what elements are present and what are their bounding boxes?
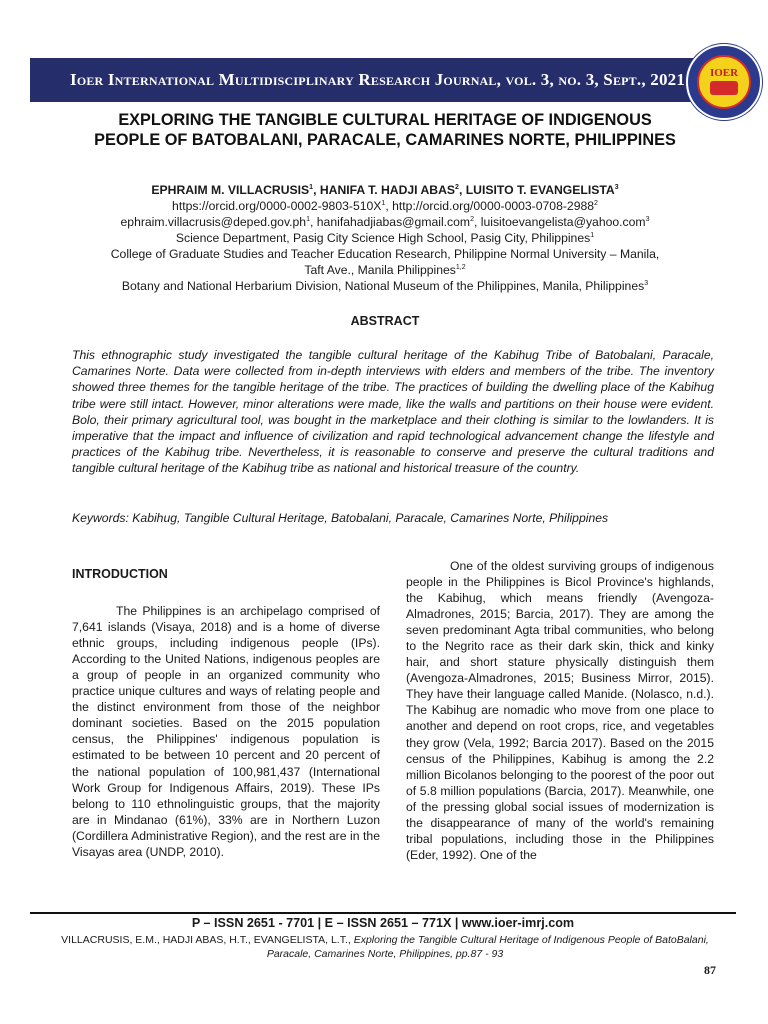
affiliation-sup: 3	[644, 279, 649, 287]
orcid-line: $https://orcid.org/0000-0002-9803-510X^1$, http://orcid.org/0000-0003-0708-2988$^2$	[172, 199, 598, 213]
citation-title: Exploring the Tangible Cultural Heritage of Indigenous People of BatoBalani, Paracale, Camarines Norte, Philippines, pp.87 - 93	[266, 934, 709, 960]
author-sup: 2	[455, 183, 459, 191]
abstract-heading: ABSTRACT	[350, 314, 420, 328]
affiliation-2-line-2	[40, 262, 730, 278]
seal-emblem	[710, 81, 738, 95]
left-column	[72, 566, 380, 860]
title-line-1: EXPLORING THE TANGIBLE CULTURAL HERITAGE OF INDIGENOUS	[118, 111, 652, 129]
footer-citation	[60, 933, 710, 961]
affiliation-sup: 1	[590, 231, 595, 239]
journal-header-text: Ioer International Multidisciplinary Research Journal, vol. 3, no. 3, Sept., 2021	[70, 70, 686, 89]
author-sup: 3	[614, 183, 619, 191]
email-sup: 2	[470, 215, 474, 223]
email-line: $ephraim.villacrusis@deped.gov.ph^1$, hanifahadjiabas@gmail.com$^2$, luisitoevangelista@yahoo.com$^3$	[120, 215, 650, 229]
affiliation-text: Botany and National Herbarium Division, National Museum of the Philippines, Manila, Philippines	[121, 279, 645, 293]
right-column-paragraph: One of the oldest surviving groups of indigenous people in the Philippines is Bicol Province's highlands, the Kabihug, which means friendly (Avengoza-Almadrones, 2015; Barcia, 2017). They are among the seven predominant Agta tribal communities, who belong to the Negrito race as their dark skin, thick and kinky hair, and short stature physically distinguish them (Avengoza-Almadrones, 2015; Business Mirror, 2015). They have their language called Manide. (Nolasco, n.d.). The Kabihug are nomadic who move from one place to another and depend on root crops, rice, and vegetables they grow (Vela, 1992; Barcia 2017). Based on the 2015 census of the Philippines, Kabihug is among the 2.2 million Bicolanos belonging to the poorest of the poor out of 5.8 million populations (Barcia, 2017). Meanwhile, one of the pressing global social issues of modernization is the disappearance of many of the world's remaining tribal populations, including those in the Philippines (Eder, 1992). One of the	[406, 559, 714, 862]
footer-issn: P – ISSN 2651 - 7701 | E – ISSN 2651 – 771X | www.ioer-imrj.com	[191, 916, 575, 930]
orcid-link[interactable]: https://orcid.org/0000-0002-9803-510X	[172, 199, 382, 213]
affiliation-sup: 1,2	[455, 263, 466, 271]
seal-lettering: IOER	[709, 67, 739, 79]
author-sup: 1	[309, 183, 314, 191]
affiliation-3	[40, 278, 730, 294]
affiliation-text: Science Department, Pasig City Science High School, Pasig City, Philippines	[175, 231, 591, 245]
introduction-heading: INTRODUCTION	[72, 567, 168, 581]
right-column	[406, 558, 714, 863]
introduction-paragraph: The Philippines is an archipelago comprised of 7,641 islands (Visaya, 2018) and is a home of diverse ethnic groups, including indigenous people (IPs). According to the United Nations, indigenous peoples are a group of people in an organized community who practice unique cultures and ways of relating people and the distinct environment from those of the neighbor dominant societies. Based on the 2015 population census, the Philippines' indigenous population is estimated to be between 10 percent and 20 percent of the national population of 100,981,437 (International Work Group for Indigenous Affairs, 2019). These IPs belong to 110 ethnolinguistic groups, that the majority are in Mindanao (61%), 33% are in Northern Luzon (Cordillera Administrative Region), and the rest are in the Visayas area (UNDP, 2010).	[72, 604, 380, 859]
orcid-sup: 2	[594, 199, 598, 207]
abstract-text: This ethnographic study investigated the tangible cultural heritage of the Kabihug Tribe of Batobalani, Paracale, Camarines Norte. Data were collected from in-depth interviews with elders and members of the tribe. The inventory showed three themes for the tangible heritage of the tribe. The practices of building the dwelling place of the Kabihug tribe were still intact. However, minor alterations were made, like the walls and partitions on their house were evident. Bolo, their primary agricultural tool, was bought in the marketplace and their clothing is similar to the lowlanders. It is imperative that the impact and influence of civilization and rapid technological advancement change the lifestyle and practices of the Kabihug tribe. Nevertheless, it is reasonable to conserve and preserve the cultural traditions and tangible cultural heritage of the Kabihug tribe as national and historical treasure of the country.	[72, 348, 714, 476]
footer-rule	[30, 912, 736, 914]
page-number: 87	[704, 963, 716, 977]
email-link[interactable]: ephraim.villacrusis@deped.gov.ph	[120, 215, 307, 229]
email-sup: 3	[645, 215, 650, 223]
email-link[interactable]: hanifahadjiabas@gmail.com	[316, 215, 471, 229]
orcid-sup: 1	[381, 199, 386, 207]
orcid-link[interactable]: http://orcid.org/0000-0003-0708-2988	[392, 199, 595, 213]
citation-authors: VILLACRUSIS, E.M., HADJI ABAS, H.T., EVANGELISTA, L.T.,	[61, 934, 351, 946]
seal-inner	[697, 55, 751, 109]
journal-header-banner	[30, 58, 720, 102]
affiliation-2-line-1: College of Graduate Studies and Teacher Education Research, Philippine Normal University – Manila,	[110, 247, 660, 261]
email-link[interactable]: luisitoevangelista@yahoo.com	[480, 215, 646, 229]
keywords: Keywords: Kabihug, Tangible Cultural Heritage, Batobalani, Paracale, Camarines Norte, Philippines	[72, 511, 609, 525]
author-list: EPHRAIM M. VILLACRUSIS$^1$, HANIFA T. HADJI ABAS$^2$, LUISITO T. EVANGELISTA$^3$	[151, 183, 619, 197]
email-sup: 1	[306, 215, 310, 223]
author-name: HANIFA T. HADJI ABAS	[319, 183, 456, 197]
affiliation-text: Taft Ave., Manila Philippines	[304, 263, 456, 277]
title-line-2: PEOPLE OF BATOBALANI, PARACALE, CAMARINES NORTE, PHILIPPINES	[94, 131, 676, 149]
journal-seal-logo	[686, 44, 762, 120]
affiliations-block	[40, 198, 730, 294]
author-name: LUISITO T. EVANGELISTA	[465, 183, 615, 197]
paper-title	[40, 110, 730, 150]
author-name: EPHRAIM M. VILLACRUSIS	[151, 183, 310, 197]
affiliation-1	[40, 230, 730, 246]
